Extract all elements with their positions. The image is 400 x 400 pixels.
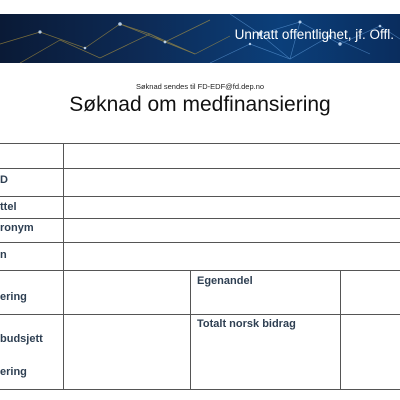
grid-line <box>0 168 400 169</box>
grid-line <box>63 143 64 390</box>
row-label: n <box>0 249 7 261</box>
submission-note: Søknad sendes til FD-EDF@fd.dep.no <box>135 82 265 91</box>
grid-line <box>340 270 341 390</box>
grid-line <box>0 196 400 197</box>
egenandel-label: Egenandel <box>197 275 253 287</box>
header-banner <box>0 14 400 63</box>
grid-line <box>0 218 400 219</box>
row-label: ronym <box>0 222 34 234</box>
row-label: D <box>0 174 8 186</box>
page-title: Søknad om medfinansiering <box>69 93 331 116</box>
totalt-norsk-bidrag-label: Totalt norsk bidrag <box>197 318 296 330</box>
row-label: ttel <box>0 201 17 213</box>
row-label: ering <box>0 291 27 303</box>
grid-line <box>190 270 191 390</box>
row-label: budsjett <box>0 333 43 345</box>
grid-line <box>0 143 400 144</box>
confidentiality-notice: Unntatt offentlighet, jf. Offl. <box>234 27 394 42</box>
application-form-table <box>0 143 400 391</box>
row-label: ering <box>0 366 27 378</box>
grid-line <box>0 242 400 243</box>
